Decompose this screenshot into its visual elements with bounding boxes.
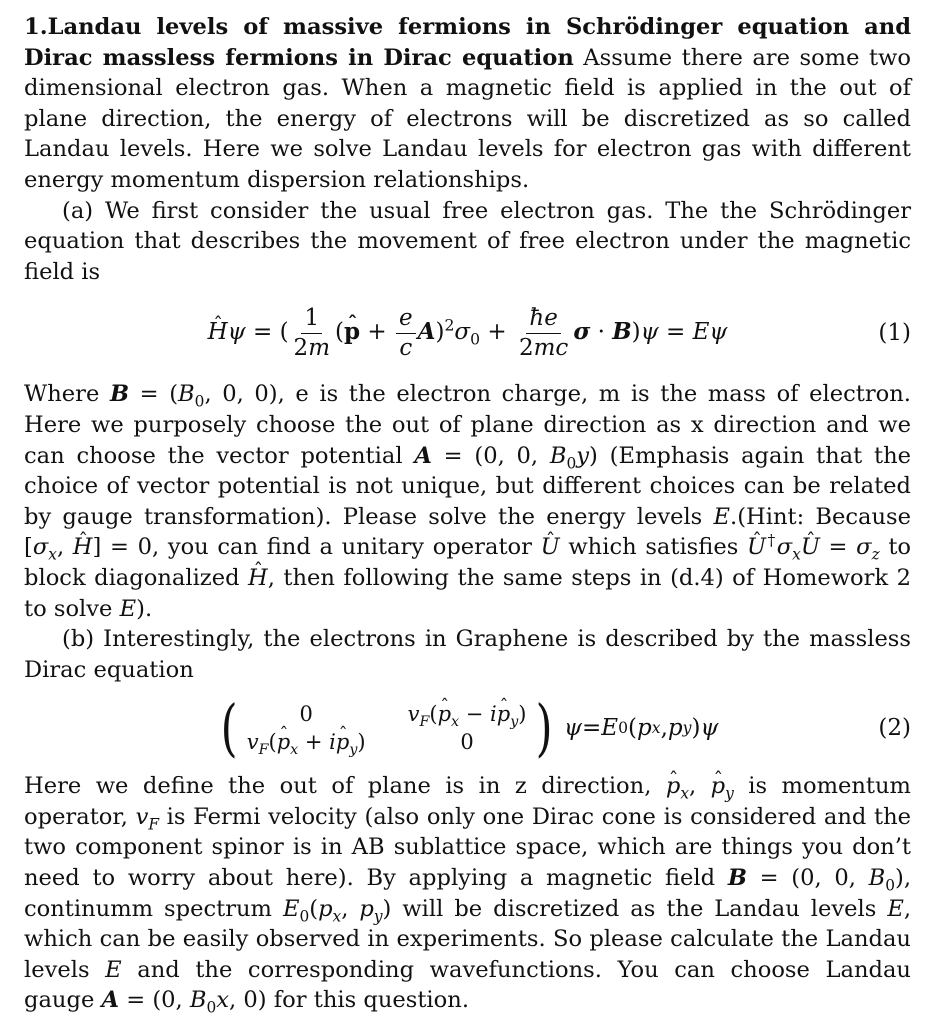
part-b-text-6: , which can be easily observed in experiments. So please calculate the Landau levels bbox=[24, 895, 912, 983]
part-a-text-2: , e is the electron charge, m is the mass of electron. Here we purposely choose the out of plane direction as x direction and we can choose the vector potential bbox=[24, 381, 911, 469]
part-a-text-7: to block diagonalized bbox=[24, 534, 912, 591]
part-a-intro: (a) We first consider the usual free electron gas. The the Schrödinger equation that describes the movement of free electron under the magnetic field is bbox=[24, 197, 911, 285]
part-a-text-4: .(Hint: Because bbox=[730, 503, 912, 530]
equation-2-body: ( 0 $v_F(ˆ$ $p_x$ − iˆ $p_y$) $v_F(ˆ$ $p_x$ + iˆ $p_y$) 0 ) ψ = E 0 ( p x , p y ) ψ bbox=[217, 697, 719, 759]
equation-1-body: ˆ Hψ = ( $\frac{1}{2m}$ (ˆ p + $\frac{e}{c}$ $A)^2\sigma_0$ + $\frac{ħe}{2mc}$ σ · B)ψ = Eψ bbox=[208, 305, 728, 361]
part-a-text-6: which satisfies bbox=[568, 534, 739, 561]
part-b-text-7: and the corresponding wavefunctions. You can choose Landau gauge bbox=[24, 956, 911, 1014]
part-b-intro: (b) Interestingly, the electrons in Graphene is described by the massless Dirac equation bbox=[24, 626, 911, 683]
part-a-text-5: , you can find a unitary operator bbox=[151, 534, 532, 561]
problem-intro: Assume there are some two dimensional electron gas. When a magnetic field is applied in the out of plane direction, the energy of electrons will be discretized as so called Landau levels. Here we solve Landau levels for electron gas with different energy momentum dispersion relationships. bbox=[24, 44, 911, 193]
part-a-text-8: , then following the same steps in (d.4) of Homework 2 to solve bbox=[24, 564, 911, 622]
problem-title: 1.Landau levels of massive fermions in Schrödinger equation and Dirac massless fermions in Dirac equation bbox=[24, 14, 911, 71]
part-b-text-2: is momentum operator, bbox=[24, 773, 911, 830]
equation-1-number: (1) bbox=[878, 320, 911, 347]
part-a-text-9: ). bbox=[136, 595, 153, 622]
equation-2-number: (2) bbox=[878, 715, 911, 742]
part-a-text-3: (Emphasis again that the choice of vector potential is not unique, but different choices can be related by gauge transformation). Please solve the energy levels bbox=[24, 442, 912, 530]
part-b-text-1: Here we define the out of plane is in z direction, bbox=[24, 773, 652, 800]
part-b-text-5: will be discretized as the Landau levels bbox=[402, 895, 877, 922]
part-a-body: Where $B = (B_0$, 0, 0), e is the electron charge, m is the mass of electron. Here we purposely choose the out of plane direction as x direction and we can choose the vector potential A = (0, 0, $B_0y$) (Emphasis again that the choice of vector potential is not unique, but different choices can be related by gauge transformation). Please solve the energy levels E.(Hint: Because [$\sigma_x$, ˆ H] = 0, you can find a unitary operator ˆ U which satisfies ˆ $U^\dagger\sigma_xˆ$ $U = \sigma_z$ to block diagonalized ˆ H, then following the same steps in (d.4) of Homework 2 to solve E). bbox=[24, 379, 911, 624]
part-b-text-3: is Fermi velocity (also only one Dirac cone is considered and the two component spinor is in AB sublattice space, which are things you don’t need to worry about here). By applying a magnetic field bbox=[24, 803, 911, 892]
part-b-text-8: for this question. bbox=[273, 987, 469, 1014]
part-a-text-1: Where bbox=[24, 381, 100, 408]
equation-2 bbox=[24, 685, 911, 771]
part-b-body: Here we define the out of plane is in z direction, ˆ $p_x$, ˆ $p_y$ is momentum operator, $v_F$ is Fermi velocity (also only one Dirac cone is considered and the two component spinor is in AB sublattice space, which are things you don’t need to worry about here). By applying a magnetic field B = (0, 0, $B_0$), continumm spectrum $E_0(p_x$, $p_y$) will be discretized as the Landau levels E, which can be easily observed in experiments. So please calculate the Landau levels E and the corresponding wavefunctions. You can choose Landau gauge A = (0, $B_0x$, 0) for this question. bbox=[24, 771, 911, 1016]
part-b-text-4: , continumm spectrum bbox=[24, 865, 911, 922]
equation-1 bbox=[24, 287, 911, 379]
intro-paragraph bbox=[24, 12, 911, 196]
